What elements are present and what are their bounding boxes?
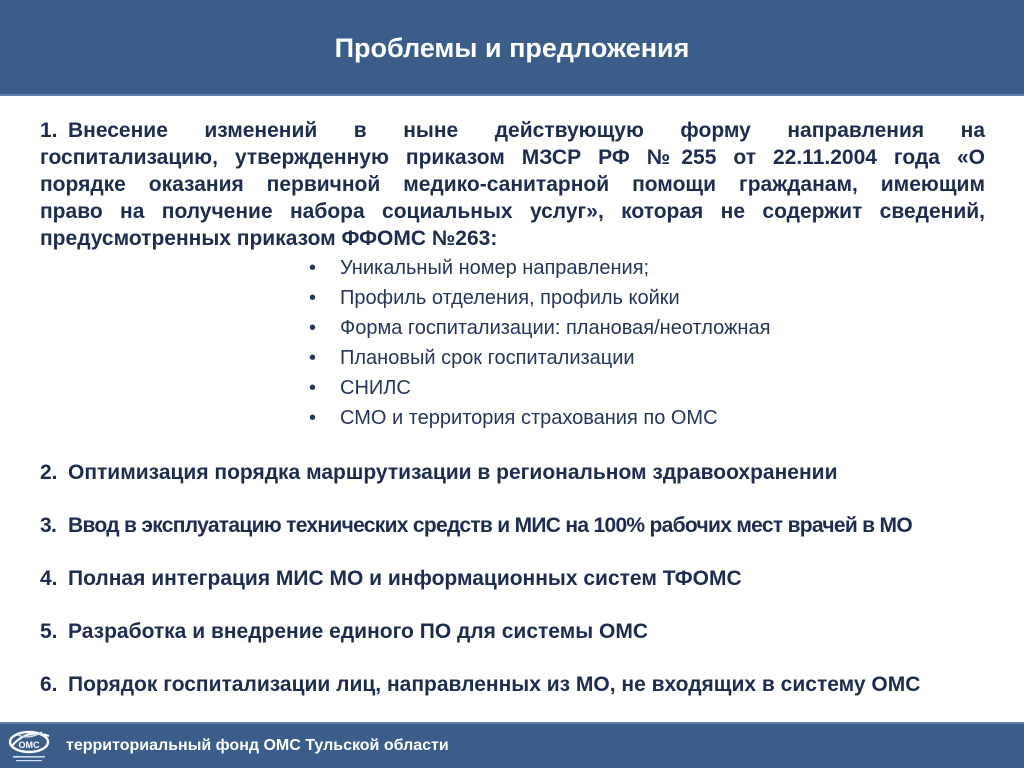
- numbered-items: [40, 446, 1000, 711]
- item-number: 1.: [40, 119, 58, 142]
- item-2: [40, 446, 1000, 499]
- bullet-icon: •: [309, 287, 317, 309]
- item-number: 3.: [40, 514, 57, 537]
- item-3: [40, 499, 1000, 552]
- bullet-item: [309, 403, 770, 433]
- bullet-item: [309, 253, 770, 283]
- item-6: [40, 658, 1000, 711]
- item-1: [40, 117, 985, 252]
- item-text: Оптимизация порядка маршрутизации в региональном здравоохранении: [68, 461, 838, 484]
- item-1-line: предусмотренных приказом ФФОМС №263:: [40, 227, 498, 250]
- footer-band: [0, 722, 1024, 768]
- logo-lettering: ОМС: [18, 740, 40, 750]
- item-1-line: право на получение набора социальных услуг», которая не содержит сведений,: [40, 200, 985, 223]
- footer-organization-name: территориальный фонд ОМС Тульской области: [66, 737, 449, 754]
- item-1-line: [40, 117, 985, 144]
- bullet-icon: •: [309, 407, 317, 429]
- bullet-item: [309, 313, 770, 343]
- item-text: Полная интеграция МИС МО и информационных систем ТФОМС: [68, 567, 742, 590]
- item-number: 2.: [40, 461, 58, 484]
- item-4: [40, 552, 1000, 605]
- item-text: Порядок госпитализации лиц, направленных из МО, не входящих в систему ОМС: [68, 673, 921, 696]
- bullet-item: [309, 373, 770, 403]
- header-band: [0, 0, 1024, 96]
- item-1-text: Внесение изменений в ныне действующую форму направления на: [68, 119, 985, 142]
- item-1-line: порядке оказания первичной медико-санитарной помощи гражданам, имеющим: [40, 173, 985, 196]
- item-text: Разработка и внедрение единого ПО для системы ОМС: [68, 620, 648, 643]
- item-1-line: госпитализацию, утвержденную приказом МЗСР РФ №255 от 22.11.2004 года «О: [40, 146, 985, 169]
- item-number: 5.: [40, 620, 58, 643]
- item-5: [40, 605, 1000, 658]
- bullet-text: СМО и территория страхования по ОМС: [340, 407, 718, 429]
- bullet-item: [309, 283, 770, 313]
- bullet-text: Форма госпитализации: плановая/неотложная: [340, 317, 771, 339]
- item-number: 4.: [40, 567, 58, 590]
- oms-logo-icon: [4, 726, 54, 766]
- bullet-item: [309, 343, 770, 373]
- item-text: Ввод в эксплуатацию технических средств и МИС на 100% рабочих мест врачей в МО: [68, 514, 912, 537]
- bullet-icon: •: [309, 347, 317, 369]
- bullet-list: [309, 253, 770, 433]
- bullet-text: Профиль отделения, профиль койки: [340, 287, 680, 309]
- bullet-icon: •: [309, 257, 317, 279]
- bullet-text: СНИЛС: [340, 377, 411, 399]
- bullet-icon: •: [309, 377, 317, 399]
- item-number: 6.: [40, 673, 58, 696]
- bullet-text: Уникальный номер направления;: [340, 257, 650, 279]
- slide-title: Проблемы и предложения: [334, 33, 690, 63]
- bullet-text: Плановый срок госпитализации: [340, 347, 635, 369]
- bullet-icon: •: [309, 317, 317, 339]
